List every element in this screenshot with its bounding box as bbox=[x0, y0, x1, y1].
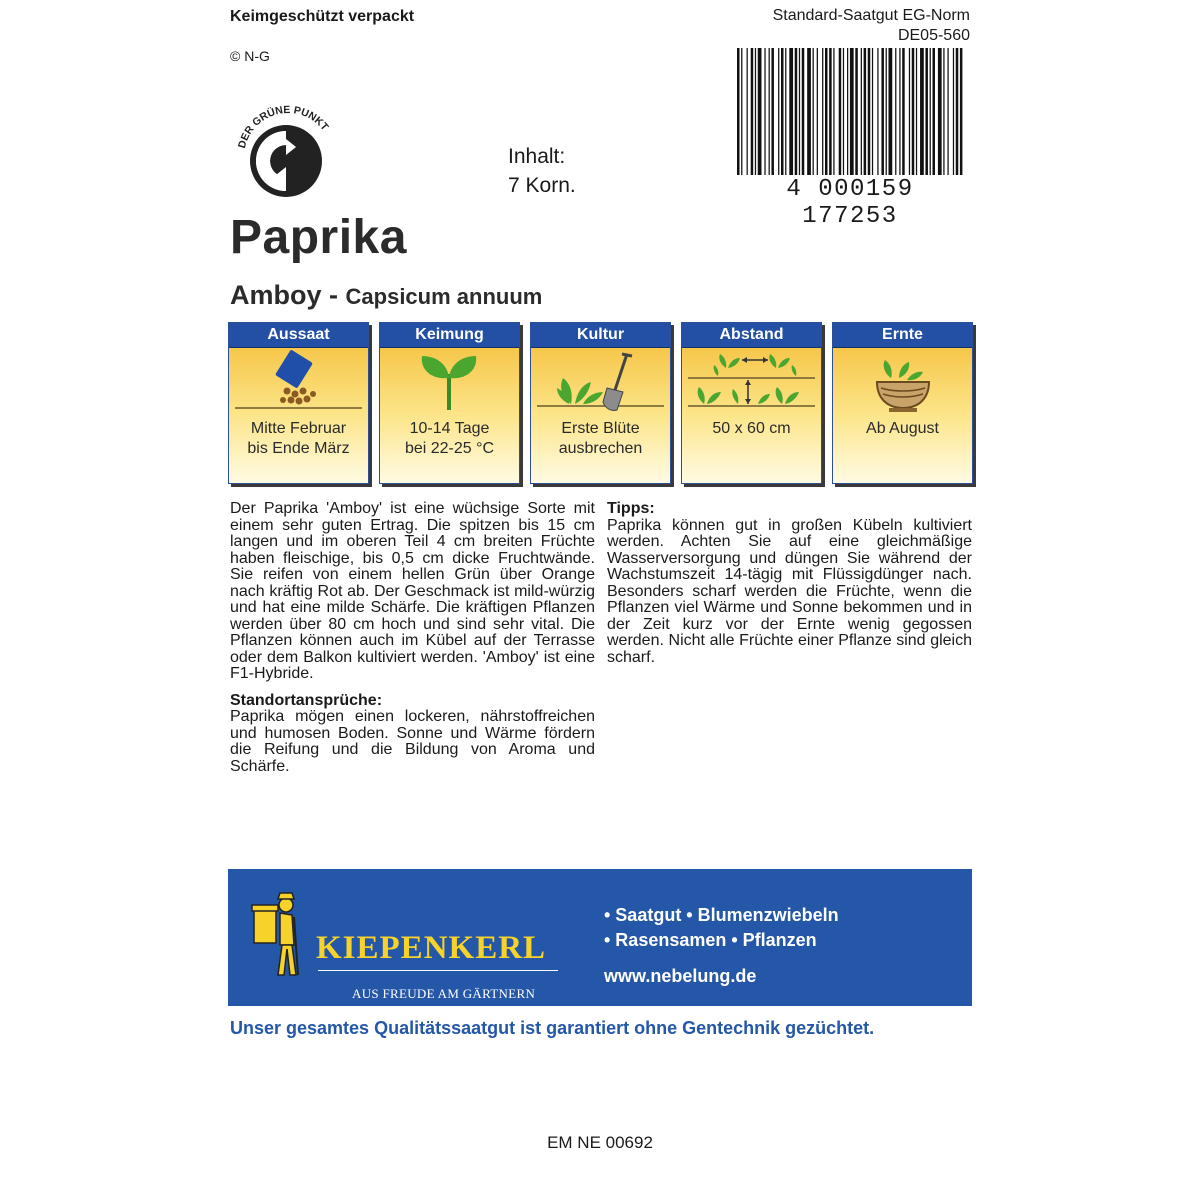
barcode-bar bbox=[843, 48, 844, 175]
caption-line-2: bis Ende März bbox=[247, 440, 350, 457]
barcode-bar bbox=[909, 48, 910, 175]
barcode-bar bbox=[781, 48, 784, 175]
icon-box-keimung bbox=[379, 322, 520, 484]
barcode bbox=[733, 48, 967, 175]
caption-line-2: bei 22-25 °C bbox=[404, 440, 495, 457]
brand-tagline: AUS FREUDE AM GÄRTNERN bbox=[352, 986, 536, 1001]
barcode-bar bbox=[933, 48, 936, 175]
green-dot-logo bbox=[230, 95, 342, 207]
icon-box-abstand bbox=[681, 322, 822, 484]
kiepenkerl-figure-icon bbox=[250, 891, 300, 981]
content-value: 7 Korn. bbox=[508, 174, 576, 197]
barcode-bar bbox=[813, 48, 814, 175]
location-heading: Standortansprüche: bbox=[230, 691, 383, 709]
barcode-bar bbox=[912, 48, 915, 175]
barcode-bar bbox=[747, 48, 748, 175]
copyright-label: © N-G bbox=[230, 48, 270, 64]
kiepenkerl-logo bbox=[250, 887, 580, 1001]
product-subtitle bbox=[230, 280, 542, 311]
barcode-bar bbox=[925, 48, 928, 175]
location-text: Paprika mögen einen lockeren, nährstoffreichen und humosen Boden. Sonne und Wärme fördern die Reifung und die Bildung von Aroma und Schärfe. bbox=[230, 708, 595, 775]
barcode-bar bbox=[850, 48, 854, 175]
icon-box-ernte bbox=[832, 322, 973, 484]
barcode-bar bbox=[847, 48, 848, 175]
barcode-bar bbox=[920, 48, 924, 175]
brand-name: KIEPENKERL bbox=[316, 930, 547, 966]
barcode-bar bbox=[889, 48, 893, 175]
germ-protection-label: Keimgeschützt verpackt bbox=[230, 8, 415, 25]
barcode-bar bbox=[829, 48, 832, 175]
icon-box-title: Abstand bbox=[682, 323, 821, 348]
spacing-icon bbox=[682, 348, 821, 483]
caption-line-1: 10-14 Tage bbox=[409, 420, 490, 437]
barcode-bar bbox=[778, 48, 779, 175]
brand-divider bbox=[318, 970, 558, 971]
article-number: EM NE 00692 bbox=[547, 1133, 653, 1152]
barcode-bar bbox=[807, 48, 811, 175]
caption-line-2: ausbrechen bbox=[558, 440, 643, 457]
icon-box-kultur bbox=[530, 322, 671, 484]
subtitle-separator: - bbox=[321, 280, 346, 310]
barcode-bar bbox=[902, 48, 905, 175]
standard-line-2: DE05-560 bbox=[897, 27, 970, 44]
sowing-icon bbox=[229, 348, 368, 483]
barcode-bar bbox=[755, 48, 756, 175]
latin-name: Capsicum annuum bbox=[345, 284, 543, 309]
barcode-bar bbox=[947, 48, 948, 175]
barcode-bar bbox=[953, 48, 954, 175]
barcode-bar bbox=[795, 48, 798, 175]
barcode-bar bbox=[741, 48, 742, 175]
barcode-bar bbox=[839, 48, 842, 175]
product-name: Paprika bbox=[230, 211, 407, 264]
tips-heading: Tipps: bbox=[607, 500, 655, 517]
barcode-bar bbox=[960, 48, 963, 175]
green-dot-logo-text: DER GRÜNE PUNKT bbox=[235, 103, 331, 150]
description-column bbox=[230, 501, 595, 775]
barcode-bar bbox=[864, 48, 867, 175]
barcode-bar bbox=[868, 48, 871, 175]
brand-list-line-2: • Rasensamen • Pflanzen bbox=[604, 930, 817, 950]
caption-line-1: Mitte Februar bbox=[250, 420, 347, 437]
variety-name: Amboy bbox=[230, 280, 322, 310]
icon-box-caption bbox=[531, 419, 670, 459]
barcode-bar bbox=[916, 48, 917, 175]
barcode-bar bbox=[877, 48, 878, 175]
tips-text: Paprika können gut in großen Kübeln kultiviert werden. Achten Sie auf eine gleichmäßige Wasserversorgung und düngen Sie während der Wachstumszeit 14-tägig mit Flüssigdünger nach. Besonders scharf werden die Früchte, wenn die Pflanzen viel Wärme und Sonne bekommen und in der Zeit kurz vor der Ernte wenig gegossen werden. Nicht alle Früchte einer Pflanze sind gleich scharf. bbox=[607, 516, 972, 666]
icon-box-caption bbox=[833, 419, 972, 439]
caption-line-1: Ab August bbox=[866, 420, 939, 437]
icon-box-caption bbox=[229, 419, 368, 459]
barcode-bar bbox=[769, 48, 770, 175]
brand-product-list bbox=[604, 903, 839, 953]
gmo-free-guarantee: Unser gesamtes Qualitätssaatgut ist garantiert ohne Gentechnik gezüchtet. bbox=[230, 1018, 875, 1038]
harvest-bowl-icon bbox=[833, 348, 972, 483]
icon-box-title: Kultur bbox=[531, 323, 670, 348]
barcode-bar bbox=[799, 48, 800, 175]
icon-box-caption bbox=[682, 419, 821, 439]
barcode-bar bbox=[789, 48, 793, 175]
plant-spade-icon bbox=[531, 348, 670, 483]
brand-list-line-1: • Saatgut • Blumenzwiebeln bbox=[604, 905, 839, 925]
green-dot-icon bbox=[230, 95, 342, 207]
barcode-bar bbox=[899, 48, 900, 175]
description-text: Der Paprika 'Amboy' ist eine wüchsige Sorte mit einem sehr guten Ertrag. Die spitzen bis 15 cm langen und im oberen Teil 4 cm breiten Früchte haben fleischige, bis 0,5 cm dicke Fruchtwände. Sie reifen von einem hellen Grün über Orange nach kräftig Rot ab. Der Geschmack ist mild-würzig und hat eine milde Schärfe. Die kräftigen Pflanzen werden über 80 cm hoch und sind sehr vital. Die Pflanzen können auch im Kübel auf der Terrasse oder dem Balkon kultiviert werden. 'Amboy' ist eine F1-Hybride. bbox=[230, 500, 595, 682]
barcode-bar bbox=[938, 48, 942, 175]
barcode-bar bbox=[785, 48, 786, 175]
barcode-bar bbox=[737, 48, 740, 175]
cultivation-icons bbox=[228, 322, 973, 485]
standard-norm-label bbox=[773, 6, 970, 46]
barcode-bar bbox=[764, 48, 765, 175]
caption-line-1: Erste Blüte bbox=[561, 420, 640, 437]
barcode-bar bbox=[861, 48, 862, 175]
icon-box-caption bbox=[380, 419, 519, 459]
barcode-bar bbox=[833, 48, 834, 175]
barcode-bar bbox=[771, 48, 774, 175]
barcode-bar bbox=[822, 48, 823, 175]
barcode-bar bbox=[802, 48, 805, 175]
barcode-icon bbox=[733, 48, 967, 175]
barcode-bar bbox=[943, 48, 944, 175]
seedling-icon bbox=[380, 348, 519, 483]
barcode-bar bbox=[825, 48, 828, 175]
icon-box-title: Aussaat bbox=[229, 323, 368, 348]
content-label: Inhalt: bbox=[508, 145, 566, 168]
caption-line-1: 50 x 60 cm bbox=[712, 420, 791, 437]
barcode-bar bbox=[758, 48, 762, 175]
barcode-bar bbox=[872, 48, 873, 175]
tips-column bbox=[607, 501, 972, 666]
barcode-number: 4 000159 177253 bbox=[786, 176, 914, 230]
brand-website: www.nebelung.de bbox=[604, 966, 757, 986]
content-amount bbox=[508, 142, 576, 200]
barcode-bar bbox=[817, 48, 818, 175]
barcode-bar bbox=[751, 48, 754, 175]
brand-banner bbox=[228, 869, 972, 1006]
icon-box-title: Ernte bbox=[833, 323, 972, 348]
icon-box-aussaat bbox=[228, 322, 369, 484]
barcode-bar bbox=[895, 48, 896, 175]
icon-box-title: Keimung bbox=[380, 323, 519, 348]
standard-line-1: Standard-Saatgut EG-Norm bbox=[772, 7, 970, 24]
barcode-bar bbox=[881, 48, 884, 175]
barcode-bar bbox=[956, 48, 959, 175]
barcode-bar bbox=[930, 48, 931, 175]
barcode-bar bbox=[886, 48, 887, 175]
barcode-bar bbox=[855, 48, 858, 175]
